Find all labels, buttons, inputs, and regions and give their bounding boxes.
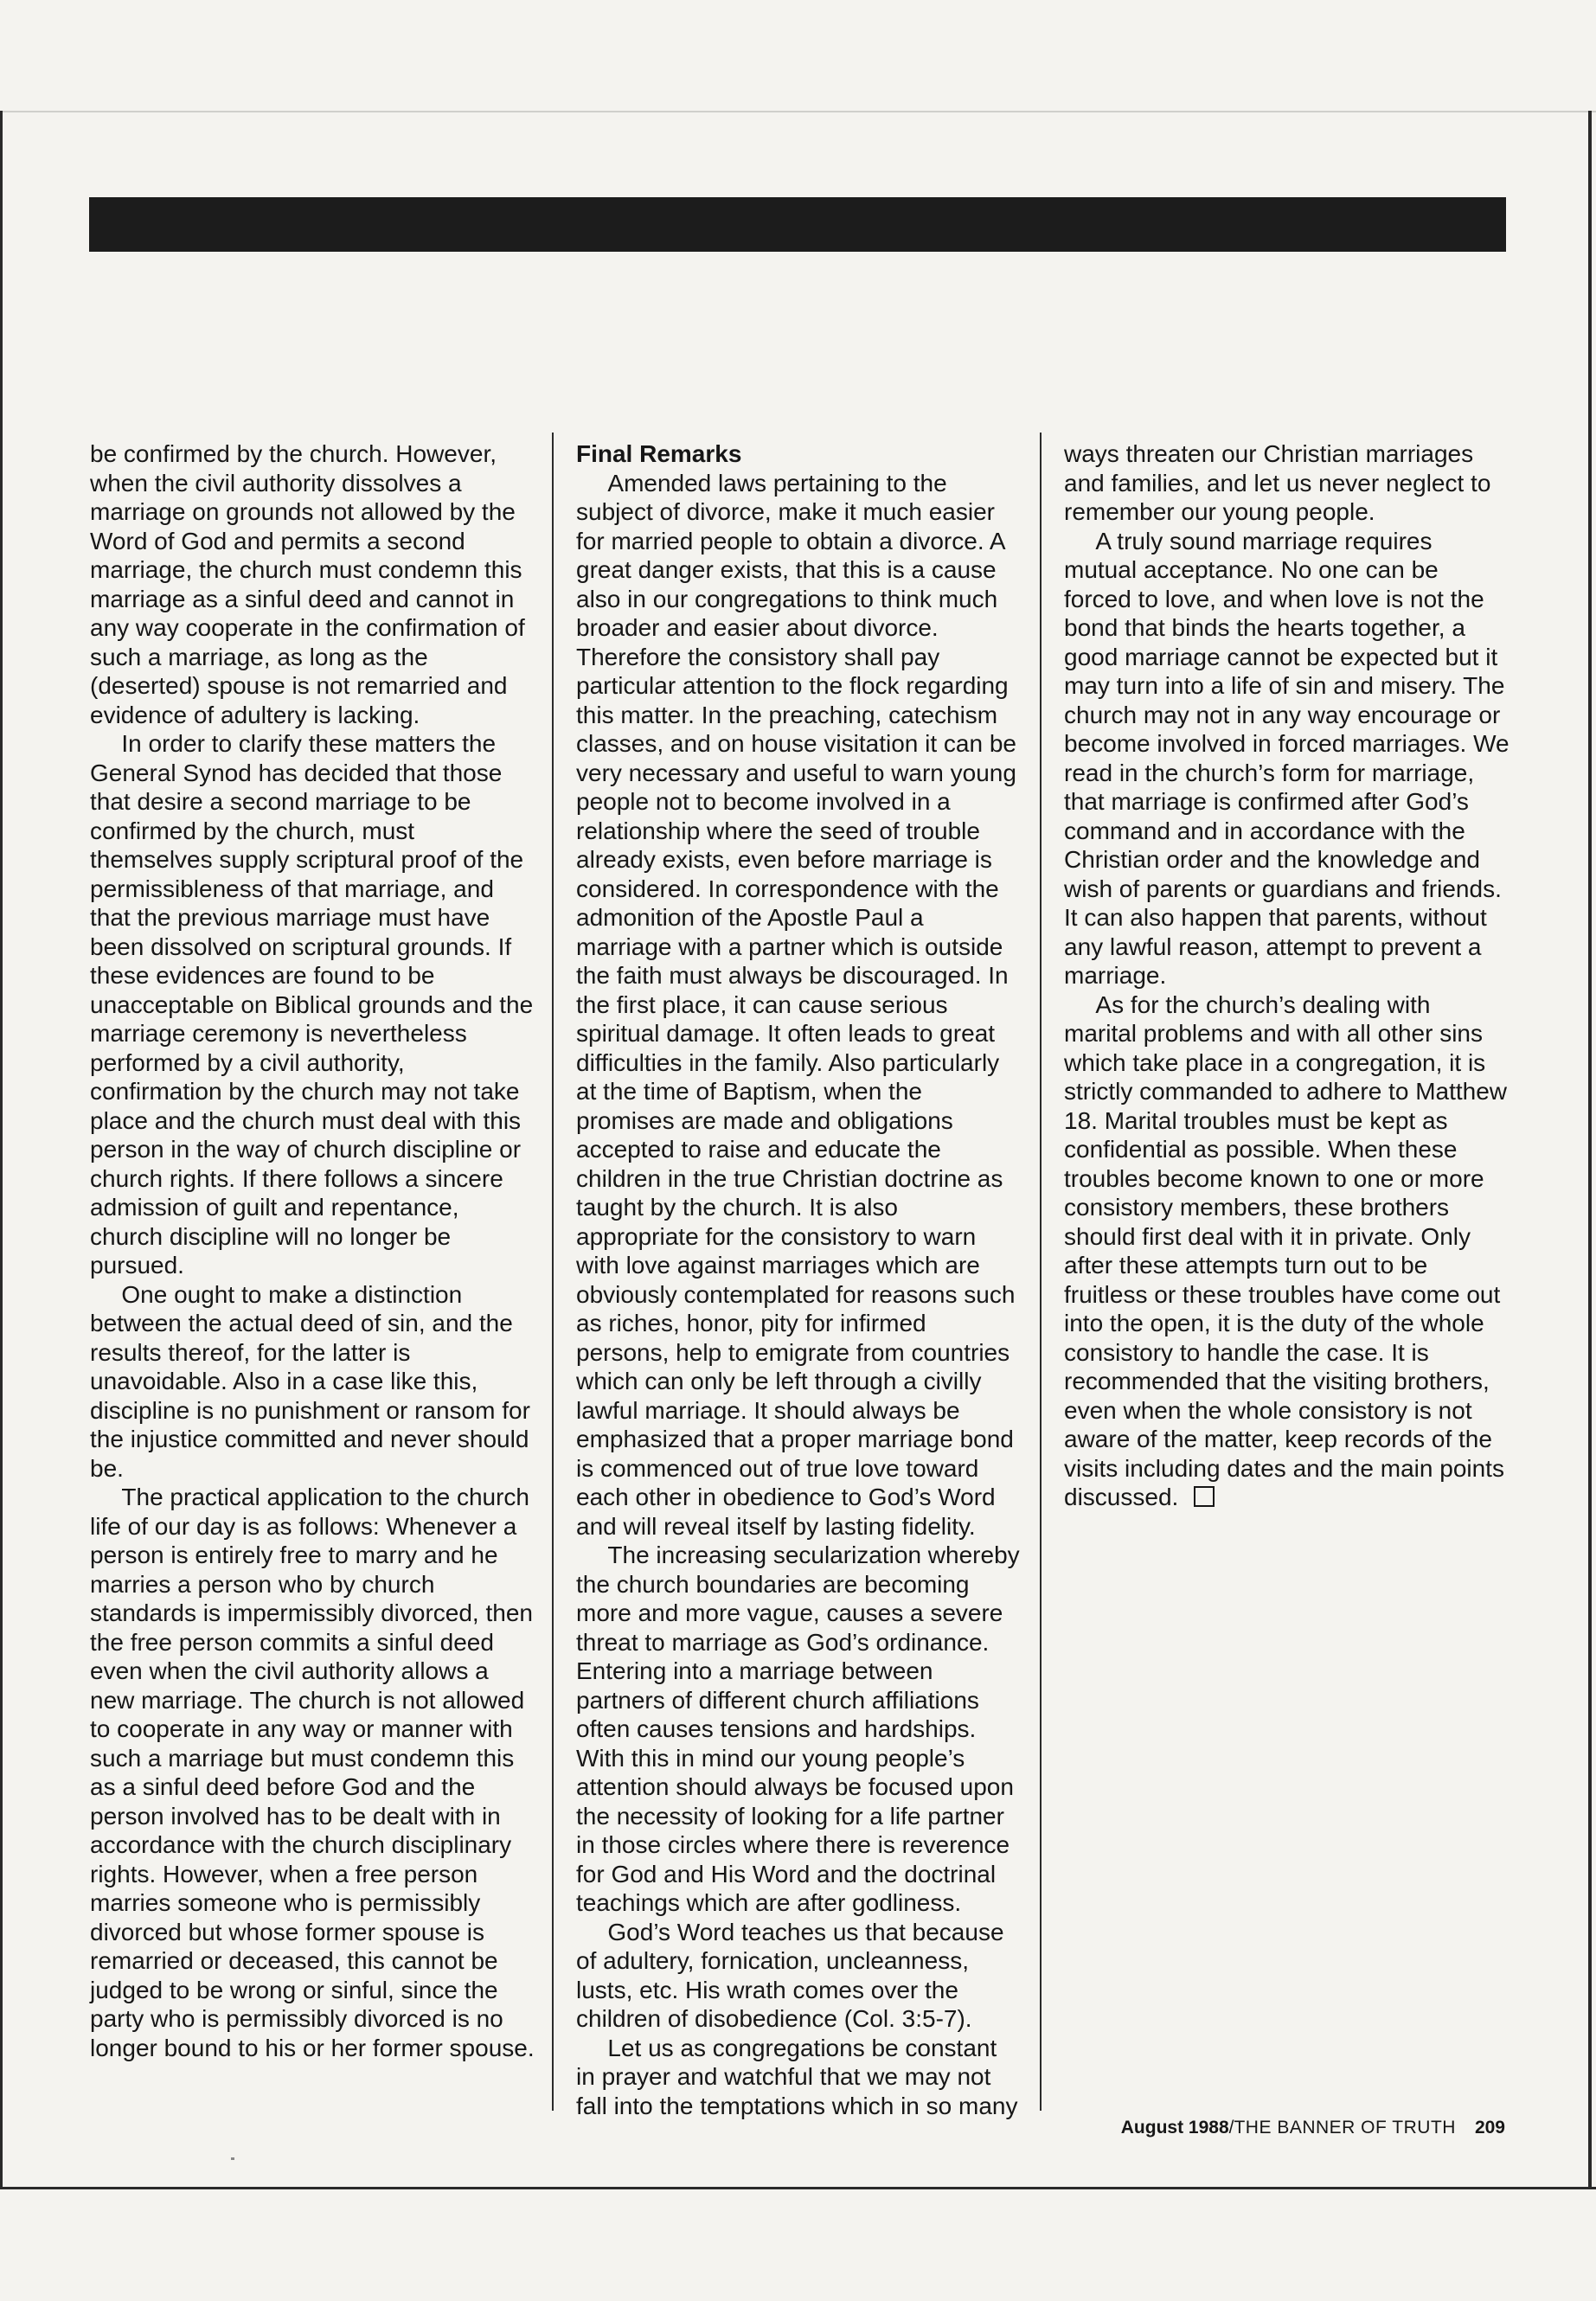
page-footer (952, 2117, 1505, 2139)
column-rule-right (1040, 433, 1042, 2111)
section-heading: Final Remarks (576, 440, 742, 467)
paragraph-text: As for the church’s dealing with marital problems and with all other sins which take place in a congregation, it is strictly commanded to adhere to Matthew 18. Marital troubles must be kept as confidential as possible. When these troubles become known to one or more consistory members, these brothers should first deal with it in private. Only after these attempts turn out to be fruitless or these troubles have come out into the open, it is the duty of the whole consistory to handle the case. It is recommended that the visiting brothers, even when the whole consistory is not aware of the matter, keep records of the visits including dates and the main points discussed. (1064, 990, 1508, 1510)
paragraph: One ought to make a distinction between the actual deed of sin, and the results thereof, for the latter is unavoidable. Also in a case like this, discipline is no punishment or ransom for the injustice committed and never should be. (90, 1280, 530, 1482)
paragraph: ways threaten our Christian marriages and families, and let us never neglect to remember our young people. (1064, 440, 1491, 525)
paragraph: In order to clarify these matters the General Synod has decided that those that desire a second marriage to be confirmed by the church, must themselves supply scriptural proof of the permissibleness of that marriage, and that the previous marriage must have been dissolved on scriptural grounds. If these evidences are found to be unacceptable on Biblical grounds and the marriage ceremony is nevertheless performed by a civil authority, confirmation by the church may not take place and the church must deal with this person in the way of church discipline or church rights. If there follows a sincere admission of guilt and repentance, church discipline will no longer be pursued. (90, 730, 534, 1279)
footer-date: August 1988 (1120, 2118, 1229, 2138)
footer-separator: / (1228, 2118, 1234, 2138)
article-column-right (1064, 439, 1509, 1512)
paragraph: A truly sound marriage requires mutual acceptance. No one can be forced to love, and when love is not the bond that binds the hearts together, a good marriage cannot be expected but it may turn into a life of sin and misery. The church may not in any way encourage or become involved in forced marriages. We read in the church’s form for marriage, that marriage is confirmed after God’s command and in accordance with the Christian order and the knowledge and wish of parents or guardians and friends. It can also happen that parents, without any lawful reason, attempt to prevent a marriage. (1064, 527, 1509, 989)
page-edge-left (0, 111, 3, 2187)
paragraph: God’s Word teaches us that because of adultery, fornication, uncleanness, lusts, etc. His wrath comes over the children of disobedience (Col. 3:5-7). (576, 1918, 1004, 2032)
page-edge-right (1588, 111, 1592, 2187)
article-column-left (90, 439, 535, 2062)
paragraph: Amended laws pertaining to the subject of divorce, make it much easier for married people to obtain a divorce. A great danger exists, that this is a cause also in our congregations to think much broader and easier about divorce. Therefore the consistory shall pay particular attention to the flock regarding this matter. In the preaching, catechism classes, and on house visitation it can be very necessary and useful to warn young people not to become involved in a relationship where the seed of trouble already exists, even before marriage is considered. In correspondence with the admonition of the Apostle Paul a marriage with a partner which is outside the faith must always be discouraged. In the first place, it can cause serious spiritual damage. It often leads to great difficulties in the family. Also particularly at the time of Baptism, when the promises are made and obligations accepted to raise and educate the children in the true Christian doctrine as taught by the church. It is also appropriate for the consistory to warn with love against marriages which are obviously contemplated for reasons such as riches, honor, pity for infirmed persons, help to emigrate from countries which can only be left through a civilly lawful marriage. It should always be emphasized that a proper marriage bond is commenced out of true love toward each other in obedience to God’s Word and will reveal itself by lasting fidelity. (576, 469, 1016, 1540)
page-edge-top (0, 111, 1596, 112)
footer-publication: THE BANNER OF TRUTH (1234, 2118, 1456, 2138)
column-rule-left (552, 433, 554, 2111)
header-banner-bar (89, 197, 1506, 252)
paragraph: The practical application to the church life of our day is as follows: Whenever a person is entirely free to marry and he marries a person who by church standards is impermissibly divorced, then the free person commits a sinful deed even when the civil authority allows a new marriage. The church is not allowed to cooperate in any way or manner with such a marriage but must condemn this as a sinful deed before God and the person involved has to be dealt with in accordance with the church disciplinary rights. However, when a free person marries someone who is permissibly divorced but whose former spouse is remarried or deceased, this cannot be judged to be wrong or sinful, since the party who is permissibly divorced is no longer bound to his or her former spouse. (90, 1484, 535, 2061)
article-column-middle (576, 439, 1022, 2120)
page-number: 209 (1474, 2118, 1505, 2138)
paragraph: Let us as congregations be constant in prayer and watchful that we may not fall into the temptations which in so many (576, 2034, 1018, 2119)
end-of-article-icon (1194, 1486, 1215, 1507)
paragraph: be confirmed by the church. However, when the civil authority dissolves a marriage on grounds not allowed by the Word of God and permits a second marriage, the church must condemn this marriage as a sinful deed and cannot in any way cooperate in the confirmation of such a marriage, as long as the (deserted) spouse is not remarried and evidence of adultery is lacking. (90, 440, 525, 728)
page-edge-bottom (0, 2187, 1596, 2189)
scan-speck (231, 2157, 234, 2160)
paragraph: The increasing secularization whereby the church boundaries are becoming more and more vague, causes a severe threat to marriage as God’s ordinance. Entering into a marriage between partners of different church affiliations often causes tensions and hardships. With this in mind our young people’s attention should always be focused upon the necessity of looking for a life partner in those circles where there is reverence for God and His Word and the doctrinal teachings which are after godliness. (576, 1541, 1020, 1916)
paragraph-last (1064, 990, 1509, 1512)
